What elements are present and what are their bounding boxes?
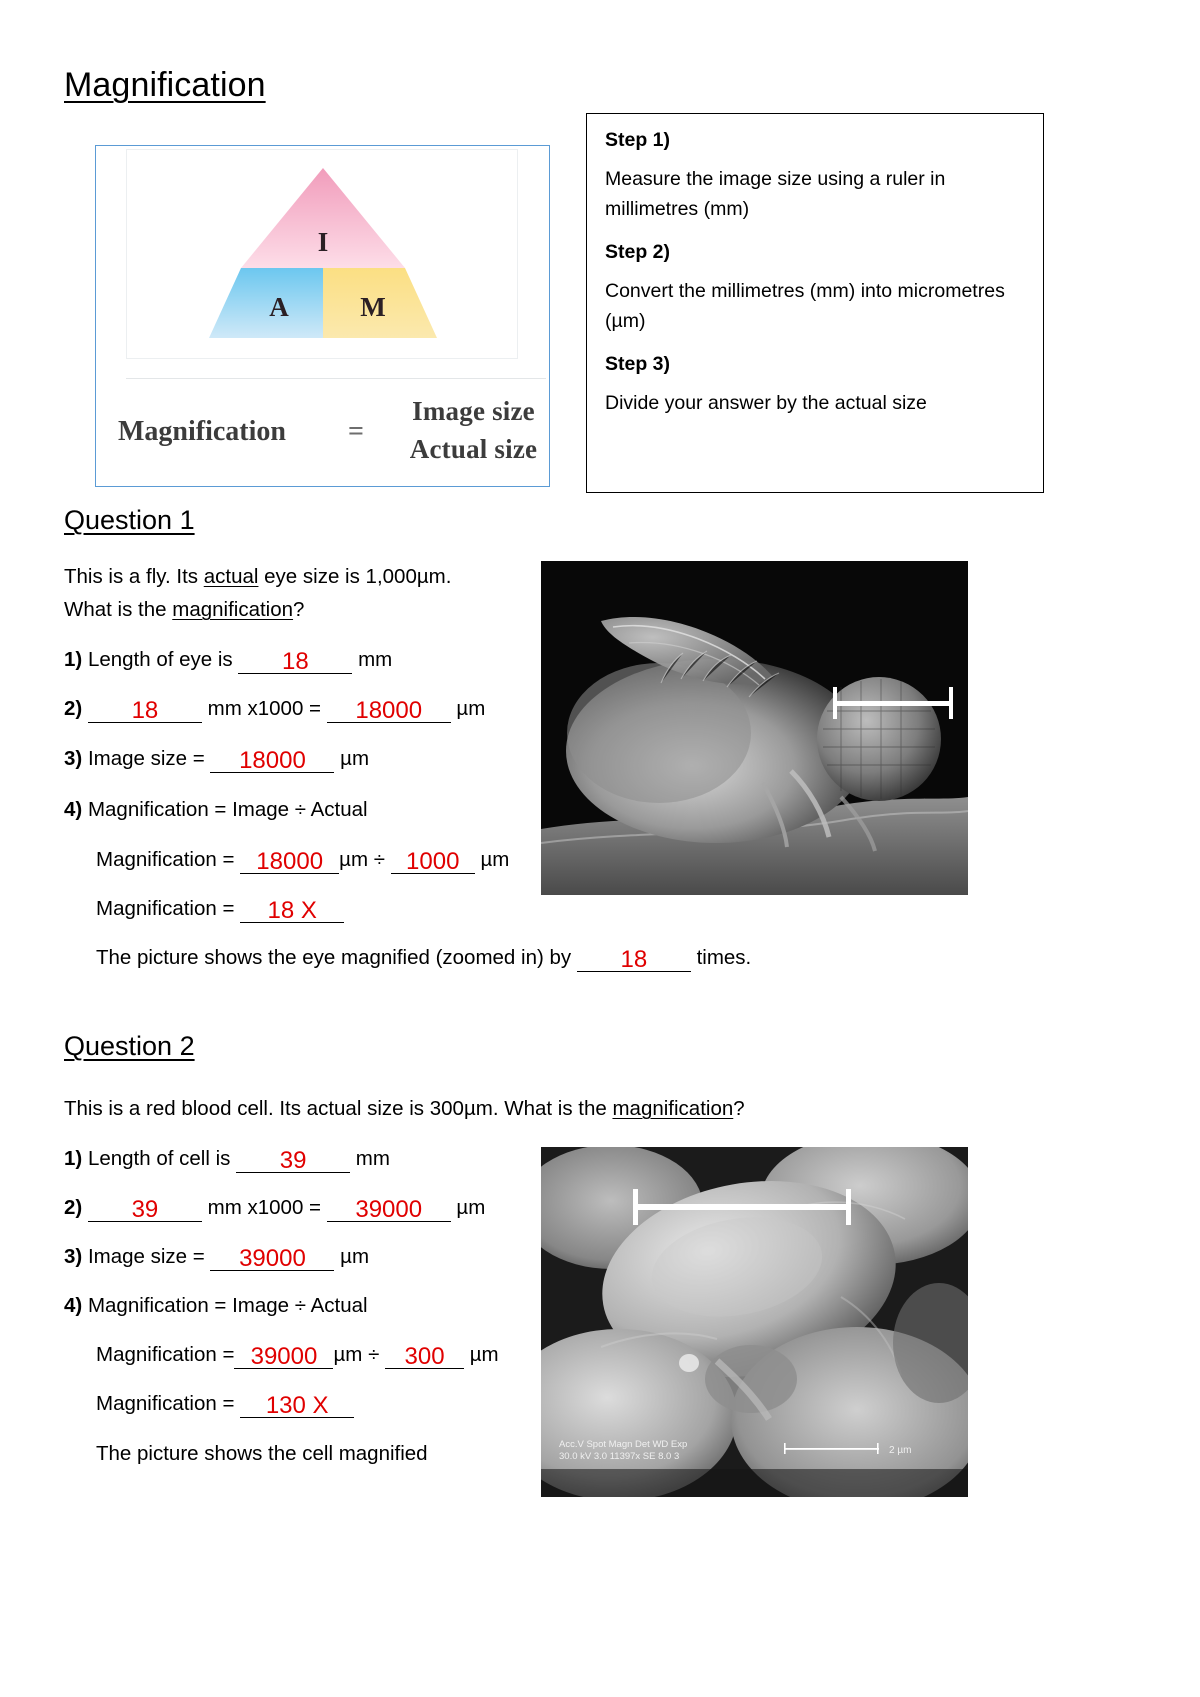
q2-step2-number: 2): [64, 1196, 83, 1219]
q1-step3-answer-blank[interactable]: 18000: [210, 751, 334, 773]
triangle-svg: [127, 150, 519, 356]
q1-step1-unit: mm: [358, 648, 393, 671]
q1-step1-number: 1): [64, 648, 83, 671]
sem-caption-line-2: 30.0 kV 3.0 11397x SE 8.0 3: [559, 1451, 680, 1462]
q1-calc-actual-unit: µm: [480, 848, 510, 871]
q2-step2-mid-text: mm x1000 =: [207, 1196, 322, 1219]
sem-caption-line-1: Acc.V Spot Magn Det WD Exp: [559, 1439, 688, 1450]
question-1-result: [96, 895, 344, 923]
step-1-heading: Step 1): [605, 129, 671, 151]
q1-step1-label: Length of eye is: [87, 648, 233, 671]
q1-prompt-text-d: ?: [293, 598, 305, 621]
q1-result-blank[interactable]: 18 X: [240, 901, 344, 923]
q2-step3-answer-blank[interactable]: 39000: [210, 1249, 334, 1271]
question-1-step-4: [64, 796, 368, 824]
equation-numerator: Image size: [412, 396, 535, 426]
triangle-left-segment: [209, 268, 323, 338]
red-blood-cell-micrograph-image: [541, 1147, 968, 1497]
card-divider: [126, 378, 546, 379]
q1-prompt-text-c: What is the: [64, 598, 173, 621]
q1-result-label: Magnification =: [96, 897, 235, 920]
equation-fraction: [386, 392, 561, 468]
question-2-result: [96, 1390, 354, 1418]
q2-step1-label: Length of cell is: [87, 1147, 231, 1170]
q1-step3-label: Image size =: [87, 747, 205, 770]
q1-step2-unit: µm: [456, 697, 486, 720]
question-1-step-1: [64, 646, 392, 674]
steps-instruction-box: [586, 113, 1044, 493]
q2-step2-unit: µm: [456, 1196, 486, 1219]
question-1-conclusion: [96, 944, 751, 972]
equation-left-term: Magnification: [118, 416, 286, 447]
q2-step2-mm-blank[interactable]: 39: [88, 1200, 202, 1222]
q1-step1-answer-blank[interactable]: 18: [238, 652, 352, 674]
q2-calc-image-unit: µm: [333, 1343, 363, 1366]
step-3-heading: Step 3): [605, 353, 671, 375]
q1-step3-unit: µm: [340, 747, 370, 770]
q1-step2-mid-text: mm x1000 =: [207, 697, 322, 720]
q2-calc-divide-sign: ÷: [368, 1343, 380, 1366]
q2-step1-number: 1): [64, 1147, 83, 1170]
magnification-equation: [118, 392, 548, 484]
q2-prompt-underlined-magnification: magnification: [612, 1097, 734, 1120]
q1-calc-divide-sign: ÷: [373, 848, 386, 871]
q1-prompt-text-a: This is a fly. Its: [64, 565, 204, 588]
q2-step1-unit: mm: [355, 1147, 390, 1170]
fly-micrograph-image: [541, 561, 968, 895]
step-1-body: Measure the image size using a ruler in millimetres (mm): [605, 168, 946, 220]
q1-conclusion-post: times.: [696, 946, 752, 969]
q1-calc-image-blank[interactable]: 18000: [240, 852, 339, 874]
question-2-step-4: [64, 1292, 368, 1320]
q2-calc-actual-unit: µm: [469, 1343, 499, 1366]
q1-calc-label: Magnification =: [96, 848, 235, 871]
step-3-body: Divide your answer by the actual size: [605, 392, 927, 414]
question-2-heading: Question 2: [64, 1031, 195, 1061]
q1-step4-label: Magnification = Image ÷ Actual: [87, 798, 368, 821]
triangle-label-image: I: [317, 227, 329, 257]
triangle-figure-frame: [126, 149, 518, 359]
step-2-body: Convert the millimetres (mm) into micrometres (µm): [605, 280, 1005, 332]
q1-calc-actual-blank[interactable]: 1000: [391, 852, 475, 874]
q2-step3-unit: µm: [340, 1245, 370, 1268]
question-1-prompt-line-2: [64, 596, 304, 624]
fly-micrograph-svg: [541, 561, 968, 895]
q2-step4-number: 4): [64, 1294, 83, 1317]
q2-calc-actual-blank[interactable]: 300: [385, 1347, 464, 1369]
equation-denominator: Actual size: [409, 434, 538, 464]
sem-scale-label: 2 µm: [889, 1445, 912, 1456]
q2-calc-image-blank[interactable]: 39000: [234, 1347, 333, 1369]
question-2-step-1: [64, 1145, 390, 1173]
page-title: Magnification: [64, 66, 266, 104]
q2-step3-label: Image size =: [87, 1245, 205, 1268]
q2-result-blank[interactable]: 130 X: [240, 1396, 354, 1418]
q2-result-label: Magnification =: [96, 1392, 235, 1415]
question-2-step-4-calculation: [96, 1341, 499, 1369]
question-1-step-2: [64, 695, 485, 723]
q1-step4-number: 4): [64, 798, 83, 821]
q2-prompt-text-b: ?: [733, 1097, 745, 1120]
q1-prompt-underlined-magnification: magnification: [172, 598, 294, 621]
q1-step3-number: 3): [64, 747, 83, 770]
equation-equals-sign: =: [348, 416, 364, 447]
q2-step1-answer-blank[interactable]: 39: [236, 1151, 350, 1173]
magnification-triangle-diagram: [127, 150, 519, 356]
question-2-prompt: [64, 1095, 745, 1123]
question-2-step-3: [64, 1243, 369, 1271]
q1-step2-um-blank[interactable]: 18000: [327, 701, 451, 723]
q1-conclusion-blank[interactable]: 18: [577, 950, 691, 972]
q2-calc-label: Magnification =: [96, 1343, 235, 1366]
triangle-label-magnification: M: [360, 292, 386, 322]
question-2-step-2: [64, 1194, 485, 1222]
q1-prompt-text-b: eye size is 1,000µm.: [258, 565, 452, 588]
triangle-label-actual: A: [269, 292, 289, 322]
question-2-conclusion: The picture shows the cell magnified: [96, 1442, 428, 1465]
q1-step2-mm-blank[interactable]: 18: [88, 701, 202, 723]
question-1-step-4-calculation: [96, 846, 509, 874]
question-1-heading: Question 1: [64, 505, 195, 535]
question-1-step-3: [64, 745, 369, 773]
q2-step2-um-blank[interactable]: 39000: [327, 1200, 451, 1222]
step-2-heading: Step 2): [605, 241, 671, 263]
magnification-formula-card: [95, 145, 550, 487]
q2-step4-label: Magnification = Image ÷ Actual: [87, 1294, 368, 1317]
rbc-micrograph-svg: [541, 1147, 968, 1497]
q1-prompt-underlined-actual: actual: [203, 565, 259, 588]
q1-calc-image-unit: µm: [339, 848, 369, 871]
q1-conclusion-pre: The picture shows the eye magnified (zoomed in) by: [96, 946, 572, 969]
q2-step3-number: 3): [64, 1245, 83, 1268]
question-1-prompt-line-1: [64, 563, 451, 591]
q1-step2-number: 2): [64, 697, 83, 720]
q2-prompt-text-a: This is a red blood cell. Its actual size is 300µm. What is the: [64, 1097, 613, 1120]
